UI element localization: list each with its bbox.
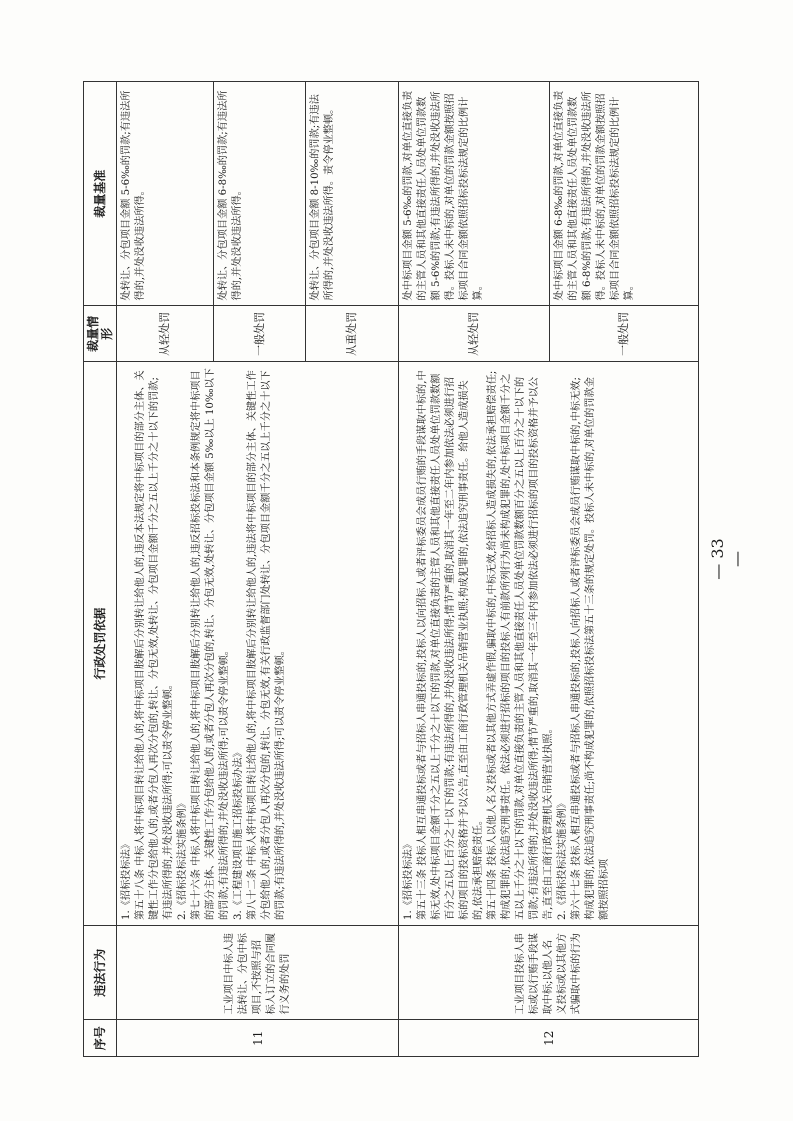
law-article: 第五十八条 中标人将中标项目转让给他人的,将中标项目肢解后分别转让给他人的,违反本法规定将中标项目的部分主体、关键性工作分包给他人的,或者分包人再次分包的,转让、分包无效,处转让、分包项目金额千分之五以上千分之十以下的罚款;有违法所得的,并处没收违法所得;可以责令停业整顿。 [135,370,175,921]
page-number: — 33 — [708,538,746,580]
law-article: 第七十六条 中标人将中标项目转让给他人的,将中标项目肢解后分别转让给他人的,违反招标投标法和本条例规定将中标项目的部分主体、关键性工作分包给他人的,或者分包人再次分包的,转让、分包无效,处转让、分包项目金额 5‰以上 10‰以下的罚款;有违法所得的,并处没收违法所得;可以责令停业整顿。 [191,368,231,921]
situation-cell: 从重处罚 [306,306,399,362]
table-row [399,82,550,1057]
law-title: 2.《招标投标法实施条例》 [557,798,569,921]
header-basis: 行政处罚依据 [84,362,117,926]
table-row [117,82,214,1057]
penalty-table [83,81,699,1057]
law-article: 第八十二条 中标人将中标项目转让给他人的,将中标项目肢解后分别转让给他人的,违法将中标项目的部分主体、关键性工作分包给他人的,或者分包人再次分包的,转让、分包无效,有关行政监督部门处转让、分包项目金额千分之五以上千分之十以下的罚款;有违法所得的,并处没收违法所得;可以责令停业整顿。 [247,370,287,921]
violation-act: 工业项目投标人串标或以行贿手段谋取中标;以他人名义投标或以其他方式骗取中标的行为 [399,926,699,1020]
situation-cell: 从轻处罚 [399,306,550,362]
standard-cell: 处转让、分包项目金额 8-10‰的罚款;有违法所得的,并处没收违法所得。责令停业整顿。 [306,82,399,306]
header-act: 违法行为 [84,926,117,1020]
standard-cell: 处中标项目金额 5-6‰的罚款,对单位直接负责的主管人员和其他直接责任人员处单位罚款数额 5-6%的罚款;有违法所得的,并处没收违法所得。投标人未中标的,对单位的罚款金额按照招标项目合同金额依照招标投标法规定的比例计算。 [399,82,550,306]
standard-cell: 处中标项目金额 6-8‰的罚款,对单位直接负责的主管人员和其他直接责任人员处单位罚款数额 6-8%的罚款;有违法所得的,并处没收违法所得。投标人未中标的,对单位的罚款金额按照招标项目合同金额依照招标投标法规定的比例计算。 [549,82,698,306]
violation-act: 工业项目中标人违法转让、分包中标项目,不按照与招标人订立的合同履行义务的处罚 [117,926,399,1020]
row-no: 11 [117,1020,399,1057]
penalty-table-container [83,81,699,1057]
law-title: 1.《招标投标法》 [403,838,415,921]
law-article: 第六十七条 投标人相互串通投标或者与招标人串通投标的,投标人向招标人或者评标委员会成员行贿谋取中标的,中标无效;构成犯罪的,依法追究刑事责任;尚不构成犯罪的,依照招标投标法第五十三条的规定处罚。投标人未中标的,对单位的罚款金额按照招标项 [571,377,611,921]
standard-cell: 处转让、分包项目金额 6-8‰的罚款;有违法所得的,并处没收违法所得。 [213,82,306,306]
situation-cell: 一般处罚 [549,306,698,362]
situation-cell: 从轻处罚 [117,306,214,362]
standard-cell: 处转让、分包项目金额 5-6‰的罚款;有违法所得的,并处没收违法所得。 [117,82,214,306]
row-no: 12 [399,1020,699,1057]
law-article: 第五十四条 投标人以他人名义投标或者以其他方式弄虚作假,骗取中标的,中标无效,给招标人造成损失的,依法承担赔偿责任;构成犯罪的,依法追究刑事责任。依法必须进行招标的项目的投标人有前款所列行为尚未构成犯罪的,处中标项目金额千分之五以上千分之十以下的罚款,对单位直接负责的主管人员和其他直接责任人员处单位罚款数额百分之五以上百分之十以下的罚款;有违法所得的,并处没收违法所得;情节严重的,取消其一年至三年内参加依法必须进行招标的项目的投标资格并予以公告,直至由工商行政管理机关吊销营业执照。 [487,370,555,921]
situation-cell: 一般处罚 [213,306,306,362]
law-article: 第五十三条 投标人相互串通投标或者与招标人串通投标的,投标人以向招标人或者评标委员会成员行贿的手段谋取中标的,中标无效,处中标项目金额千分之五以上千分之十以下的罚款,对单位直接负责的主管人员和其他直接责任人员处单位罚款数额百分之五以上百分之十以下的罚款;有违法所得的,并处没收违法所得;情节严重的,取消其一年至二年内参加依法必须进行招标的项目的投标资格并予以公告,直至由工商行政管理机关吊销营业执照;构成犯罪的,依法追究刑事责任。给他人造成损失的,依法承担赔偿责任。 [417,370,485,921]
law-title: 1.《招标投标法》 [121,838,133,921]
legal-basis [399,362,699,926]
legal-basis [117,362,399,926]
header-standard: 裁量基准 [84,82,117,306]
header-no: 序号 [84,1020,117,1057]
law-title: 2.《招标投标法实施条例》 [177,798,189,921]
header-situation: 裁量情形 [84,306,117,362]
table-header-row [84,82,117,1057]
law-title: 3.《工程建设项目施工招标投标办法》 [233,747,245,921]
